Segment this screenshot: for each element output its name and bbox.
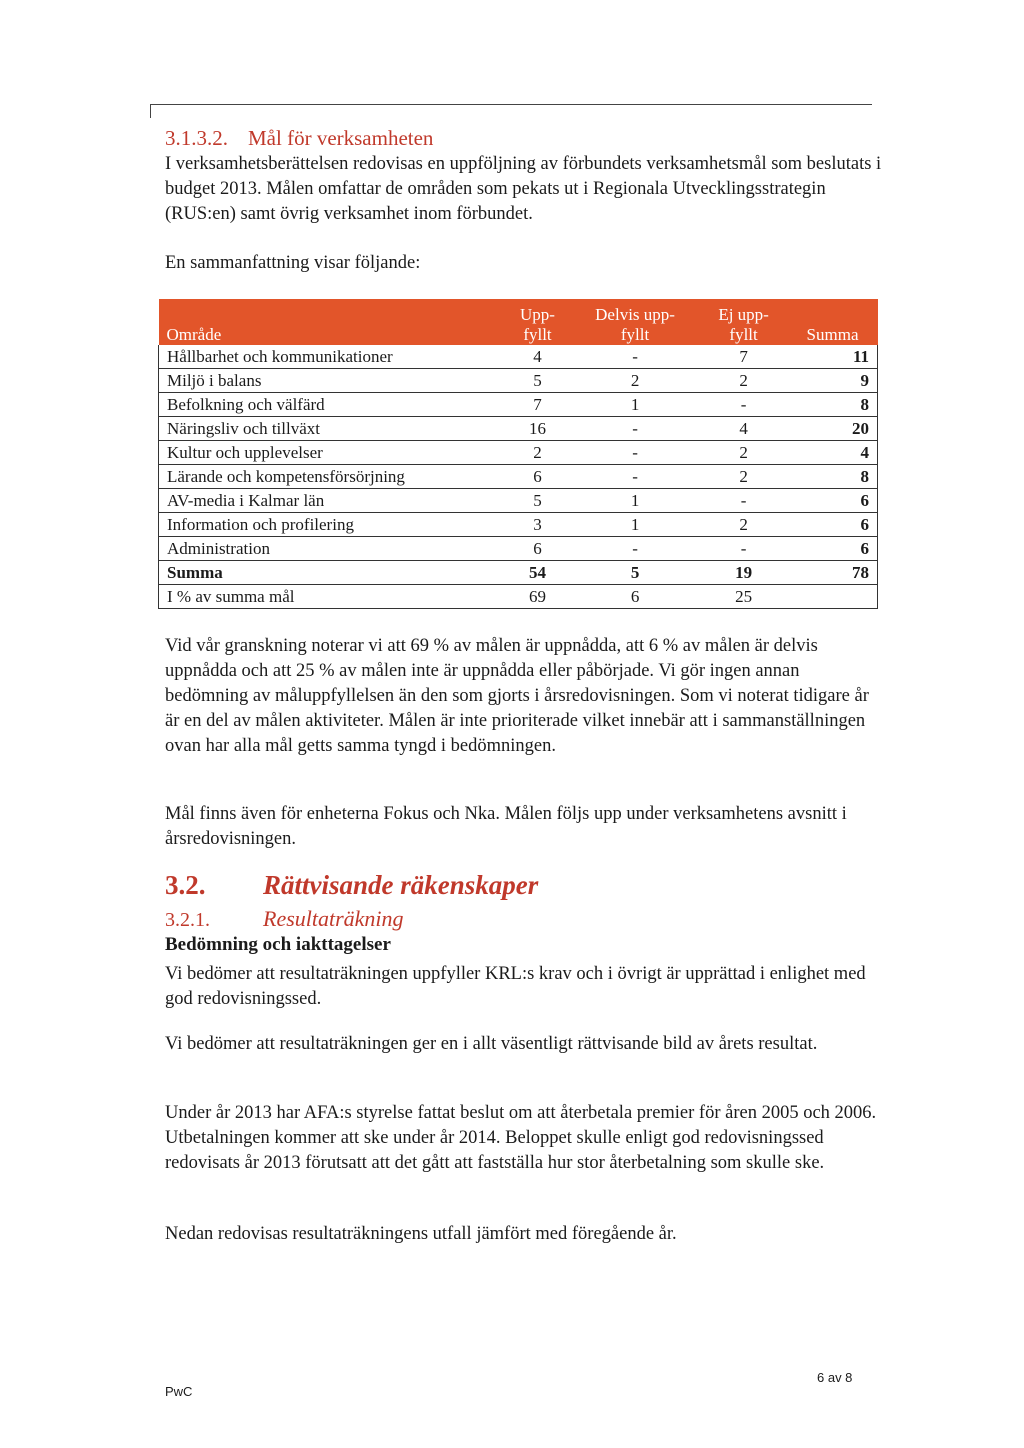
table-row-label: Kultur och upplevelser (159, 441, 505, 465)
column-header: Ej upp- fyllt (700, 299, 788, 345)
table-row (159, 441, 878, 465)
sub-heading-title: Resultaträkning (263, 906, 404, 931)
main-heading (165, 870, 538, 901)
assessment-heading: Bedömning och iakttagelser (165, 934, 391, 955)
table-row-label: Befolkning och välfärd (159, 393, 505, 417)
section-number: 3.1.3.2. (165, 126, 228, 150)
paragraph-4: Nedan redovisas resultaträkningens utfall jämfört med föregående år. (165, 1224, 677, 1244)
table-row (159, 537, 878, 561)
section-heading (165, 126, 433, 151)
main-heading-title: Rättvisande räkenskaper (263, 870, 539, 900)
table-cell: 25 (700, 585, 788, 609)
table-row (159, 345, 878, 369)
table-cell: 2 (700, 465, 788, 489)
table-row-label: Administration (159, 537, 505, 561)
table-cell: 4 (505, 345, 571, 369)
table-cell: 5 (505, 369, 571, 393)
table-cell: 6 (788, 537, 878, 561)
table-cell: - (571, 465, 700, 489)
table-cell: 2 (505, 441, 571, 465)
table-cell: 20 (788, 417, 878, 441)
table-cell: 2 (571, 369, 700, 393)
table-row-label: Summa (159, 561, 505, 585)
table-row-label: Näringsliv och tillväxt (159, 417, 505, 441)
table-cell: 19 (700, 561, 788, 585)
table-cell: - (571, 537, 700, 561)
units-paragraph: Mål finns även för enheterna Fokus och Nka. Målen följs upp under verksamhetens avsnitt i årsredovisningen. (165, 804, 847, 849)
paragraph-3: Under år 2013 har AFA:s styrelse fattat beslut om att återbetala premier för åren 2005 och 2006. Utbetalningen kommer att ske under år 2014. Beloppet skulle enligt god redovisningssed redovisats år 2013 förutsatt att det gått att fastställa hur stor återbetalning som skulle ske. (165, 1103, 877, 1173)
table-cell: 16 (505, 417, 571, 441)
sub-heading (165, 906, 404, 932)
table-row (159, 369, 878, 393)
paragraph-1: Vi bedömer att resultaträkningen uppfyller KRL:s krav och i övrigt är upprättad i enlighet med god redovisningssed. (165, 964, 866, 1009)
column-header: Summa (788, 299, 878, 345)
table-cell: 6 (505, 537, 571, 561)
table-cell: 54 (505, 561, 571, 585)
section-title: Mål för verksamheten (248, 126, 434, 150)
table-cell: - (571, 345, 700, 369)
table-cell: 8 (788, 465, 878, 489)
table-cell: 6 (571, 585, 700, 609)
table-cell: 9 (788, 369, 878, 393)
table-cell: 8 (788, 393, 878, 417)
table-row (159, 561, 878, 585)
table-cell: 4 (788, 441, 878, 465)
main-heading-number: 3.2. (165, 870, 206, 900)
goals-summary-table (158, 299, 878, 609)
table-row (159, 585, 878, 609)
table-cell: 2 (700, 441, 788, 465)
table-cell: - (700, 537, 788, 561)
top-rule (150, 104, 872, 105)
summary-lead: En sammanfattning visar följande: (165, 253, 421, 273)
column-header: Upp- fyllt (505, 299, 571, 345)
table-row-label: Information och profilering (159, 513, 505, 537)
table-row (159, 489, 878, 513)
paragraph-2: Vi bedömer att resultaträkningen ger en i allt väsentligt rättvisande bild av årets resultat. (165, 1034, 818, 1054)
review-paragraph: Vid vår granskning noterar vi att 69 % av målen är uppnådda, att 6 % av målen är delvis uppnådda och att 25 % av målen inte är uppnådda eller påbörjade. Vi gör ingen annan bedömning av måluppfyllelsen än den som gjorts i årsredovisningen. Som vi noterat tidigare år är en del av målen aktiviteter. Målen är inte prioriterade vilket innebär att i sammanställningen ovan har alla mål getts samma tyngd i bedömningen. (165, 636, 869, 756)
column-header: Område (159, 299, 505, 345)
intro-paragraph: I verksamhetsberättelsen redovisas en uppföljning av förbundets verksamhetsmål som beslutats i budget 2013. Målen omfattar de områden som pekats ut i Regionala Utvecklingsstrategin (RUS:en) samt övrig verksamhet inom förbundet. (165, 154, 882, 224)
footer-company: PwC (165, 1384, 193, 1399)
table-row-label: I % av summa mål (159, 585, 505, 609)
footer-page-number: 6 av 8 (817, 1370, 853, 1385)
table-cell: 78 (788, 561, 878, 585)
table-row-label: Miljö i balans (159, 369, 505, 393)
table-cell: 1 (571, 489, 700, 513)
table-row-label: Lärande och kompetensförsörjning (159, 465, 505, 489)
top-rule-tick (150, 104, 151, 118)
table-row (159, 513, 878, 537)
table-cell: 5 (505, 489, 571, 513)
table-row-label: AV-media i Kalmar län (159, 489, 505, 513)
table-cell (788, 585, 878, 609)
table-cell: 1 (571, 513, 700, 537)
table-cell: 69 (505, 585, 571, 609)
table-cell: - (571, 417, 700, 441)
table-cell: - (700, 489, 788, 513)
table-header-row (159, 299, 878, 345)
table-cell: 1 (571, 393, 700, 417)
table-cell: 6 (505, 465, 571, 489)
table-cell: 6 (788, 489, 878, 513)
table-cell: 7 (700, 345, 788, 369)
table-cell: 5 (571, 561, 700, 585)
sub-heading-number: 3.2.1. (165, 909, 210, 931)
table-cell: 4 (700, 417, 788, 441)
table-row-label: Hållbarhet och kommunikationer (159, 345, 505, 369)
table-cell: - (700, 393, 788, 417)
table-cell: 11 (788, 345, 878, 369)
table-cell: 6 (788, 513, 878, 537)
table-cell: 7 (505, 393, 571, 417)
table-cell: 3 (505, 513, 571, 537)
table-row (159, 393, 878, 417)
table-row (159, 465, 878, 489)
table-row (159, 417, 878, 441)
column-header: Delvis upp- fyllt (571, 299, 700, 345)
table-cell: 2 (700, 513, 788, 537)
table-cell: 2 (700, 369, 788, 393)
table-cell: - (571, 441, 700, 465)
